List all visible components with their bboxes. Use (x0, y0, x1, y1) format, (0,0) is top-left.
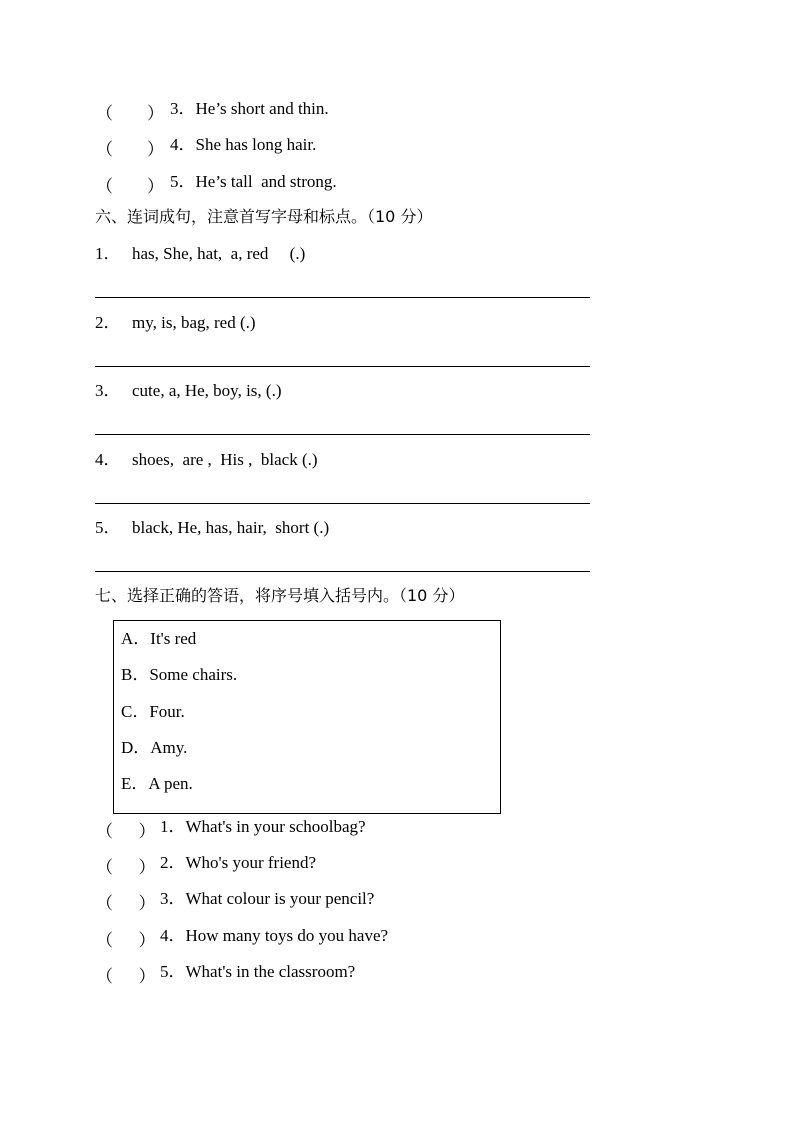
option-a: A．It's red (121, 629, 197, 648)
item-number: 2． (95, 313, 121, 332)
item-number: 3． (95, 381, 121, 400)
statement-4: 4．She has long hair. (170, 135, 317, 154)
scrambled-words-1: has, She, hat, a, red (.) (132, 244, 306, 263)
answer-bracket[interactable]: （ ） (96, 140, 164, 159)
question-3: 3．What colour is your pencil? (160, 889, 375, 908)
answer-line-1[interactable] (95, 297, 590, 298)
answer-line-2[interactable] (95, 366, 590, 367)
option-d: D．Amy. (121, 738, 188, 757)
scrambled-words-3: cute, a, He, boy, is, (.) (132, 381, 282, 400)
question-4: 4．How many toys do you have? (160, 926, 389, 945)
section-6-heading: 六、连词成句，注意首写字母和标点。（10 分） (95, 207, 433, 226)
answer-bracket[interactable]: （ ） (96, 967, 156, 986)
option-c: C．Four. (121, 702, 185, 721)
item-number: 1． (95, 244, 121, 263)
question-2: 2．Who's your friend? (160, 853, 317, 872)
scrambled-words-5: black, He, has, hair, short (.) (132, 518, 330, 537)
question-1: 1．What's in your schoolbag? (160, 817, 366, 836)
question-5: 5．What's in the classroom? (160, 962, 356, 981)
section-7-heading: 七、选择正确的答语，将序号填入括号内。（10 分） (95, 586, 465, 605)
item-number: 4． (95, 450, 121, 469)
statement-3: 3．He’s short and thin. (170, 99, 329, 118)
answer-line-4[interactable] (95, 503, 590, 504)
item-number: 5． (95, 518, 121, 537)
answer-line-3[interactable] (95, 434, 590, 435)
answer-bracket[interactable]: （ ） (96, 822, 156, 841)
answer-bracket[interactable]: （ ） (96, 104, 164, 123)
statement-5: 5．He’s tall and strong. (170, 172, 337, 191)
option-e: E．A pen. (121, 774, 193, 793)
answer-line-5[interactable] (95, 571, 590, 572)
answer-bracket[interactable]: （ ） (96, 894, 156, 913)
answer-bracket[interactable]: （ ） (96, 858, 156, 877)
scrambled-words-2: my, is, bag, red (.) (132, 313, 256, 332)
scrambled-words-4: shoes, are , His , black (.) (132, 450, 318, 469)
answer-bracket[interactable]: （ ） (96, 177, 164, 196)
option-b: B．Some chairs. (121, 665, 238, 684)
answer-bracket[interactable]: （ ） (96, 931, 156, 950)
